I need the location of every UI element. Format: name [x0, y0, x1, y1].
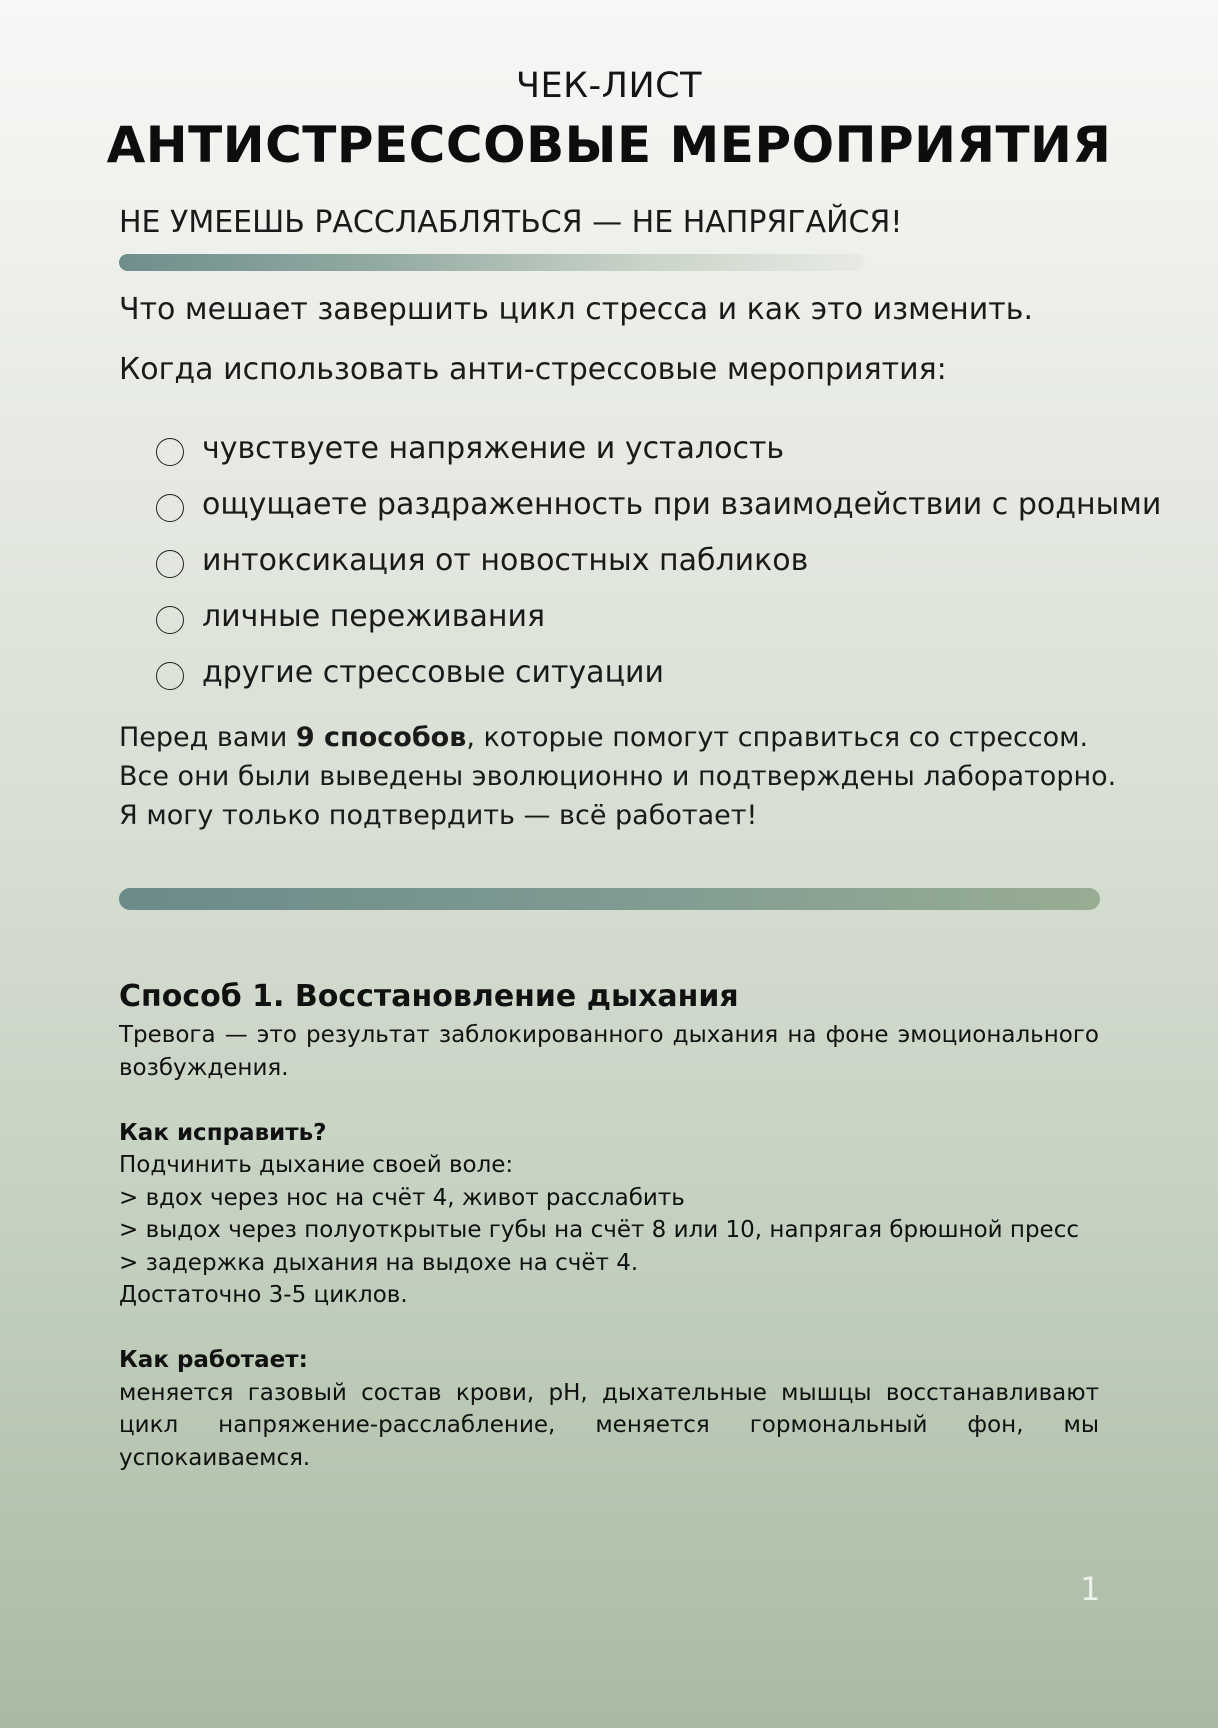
intro-line-1-bold: 9 способов [295, 722, 467, 753]
method-1-how-heading: Как работает: [119, 1347, 308, 1373]
decorative-divider-long [119, 888, 1100, 910]
method-1-title: Способ 1. Восстановление дыхания [119, 979, 739, 1014]
intro-line-1-end: , которые помогут справиться со стрессом. [466, 722, 1089, 753]
checklist-item-label: чувствуете напряжение и усталость [202, 430, 785, 466]
method-1-section [119, 975, 1099, 1474]
method-1-how-text: меняется газовый состав крови, pH, дыхательные мышцы восстанавливают цикл напряжение-расслабление, меняется гормональный фон, мы успокаиваемся. [119, 1379, 1099, 1471]
document-title: АНТИСТРЕССОВЫЕ МЕРОПРИЯТИЯ [106, 116, 1112, 174]
document-kicker: ЧЕК-ЛИСТ [516, 66, 702, 106]
lead-line-1: Что мешает завершить цикл стресса и как это изменить. [119, 292, 1033, 327]
checklist-item[interactable] [156, 420, 1161, 476]
spacer [119, 1312, 1099, 1345]
intro-line-3: Я могу только подтвердить — всё работает! [119, 800, 758, 831]
method-1-description: Тревога — это результат заблокированного дыхания на фоне эмоционального возбуждения. [119, 1022, 1099, 1081]
intro-line-2: Все они были выведены эволюционно и подтверждены лабораторно. [119, 761, 1117, 792]
method-1-fix-line: > задержка дыхания на выдохе на счёт 4. [119, 1249, 639, 1276]
intro-line-1 [119, 718, 1116, 757]
checklist-item-label: личные переживания [202, 598, 546, 634]
checklist-item[interactable] [156, 532, 1161, 588]
method-1-fix-heading: Как исправить? [119, 1119, 327, 1146]
checklist-item[interactable] [156, 476, 1161, 532]
checkbox-circle-icon[interactable] [156, 550, 184, 578]
checkbox-circle-icon[interactable] [156, 438, 184, 466]
method-1-fix-line: > выдох через полуоткрытые губы на счёт 8 или 10, напрягая брюшной пресс [119, 1217, 1079, 1243]
page-number: 1 [1080, 1570, 1101, 1608]
method-1-fix-line: Подчинить дыхание своей воле: [119, 1152, 514, 1178]
intro-line-1-start: Перед вами [119, 722, 296, 753]
decorative-divider-short [119, 254, 865, 271]
checklist-item[interactable] [156, 588, 1161, 644]
spacer [119, 1084, 1099, 1117]
method-1-fix-line: Достаточно 3-5 циклов. [119, 1282, 408, 1308]
checkbox-circle-icon[interactable] [156, 662, 184, 690]
lead-line-2: Когда использовать анти-стрессовые мероприятия: [119, 352, 947, 387]
checkbox-circle-icon[interactable] [156, 494, 184, 522]
checklist [156, 420, 1161, 700]
document-tagline: НЕ УМЕЕШЬ РАССЛАБЛЯТЬСЯ — НЕ НАПРЯГАЙСЯ! [119, 205, 903, 240]
checklist-item-label: ощущаете раздраженность при взаимодействии с родными [202, 486, 1162, 522]
checklist-item-label: другие стрессовые ситуации [202, 654, 664, 690]
checklist-item[interactable] [156, 644, 1161, 700]
intro-paragraph [119, 718, 1116, 835]
checkbox-circle-icon[interactable] [156, 606, 184, 634]
checklist-item-label: интоксикация от новостных пабликов [202, 542, 809, 578]
method-1-fix-line: > вдох через нос на счёт 4, живот расслабить [119, 1184, 685, 1211]
